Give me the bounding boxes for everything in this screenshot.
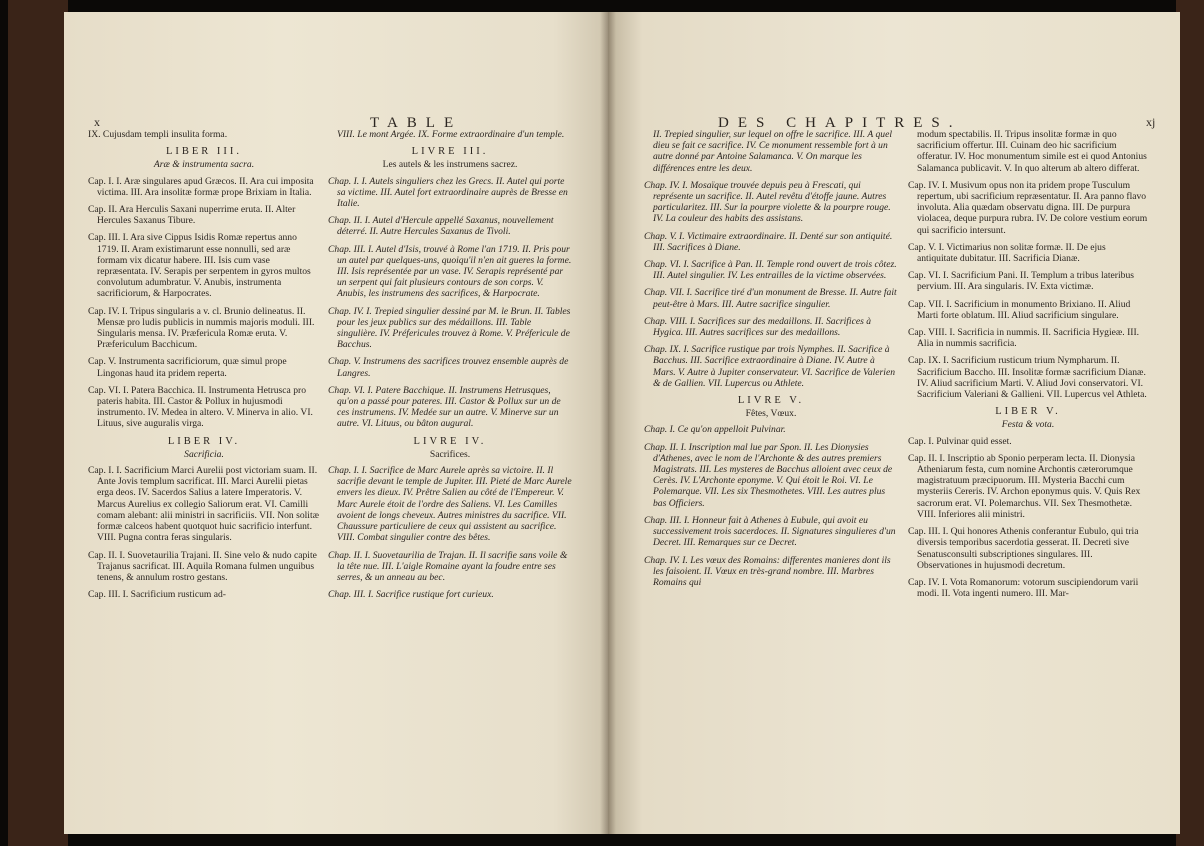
chapter-entry: Cap. I. I. Aræ singulares apud Græcos. II. Ara cui imposita victima. III. Ara insolitæ formæ prope Brixiam in Italia. (88, 175, 314, 198)
book-heading: LIBER IV. (167, 435, 241, 447)
chapter-entry: Chap. V. Instrumens des sacrifices trouvez ensemble auprès de Langres. (328, 356, 569, 379)
chapter-entry: Chap. III. I. Sacrifice rustique fort curieux. (328, 589, 494, 601)
chapter-entry: Chap. I. Ce qu'on appelloit Pulvinar. (644, 424, 786, 436)
chapter-entry: modum spectabilis. II. Tripus insolitæ formæ in quo sacrificium offertur. III. Cuinam deo hic sacrificium offeratur. IV. Hoc monumentum simile est ei quod Antonius Salamanca publicavit. V. In quo alterum ab altero differat. (917, 129, 1147, 174)
book-subheading: Aræ & instrumenta sacra. (153, 159, 255, 171)
chapter-entry: II. Trepied singulier, sur lequel on offre le sacrifice. III. A quel dieu se fait ce sacrifice. IV. Ce monument ressemble fort à un autre donné par Antoine Salamanca. V. On marque les différences entre les deux. (653, 129, 893, 174)
chapter-entry: Chap. III. I. Autel d'Isis, trouvé à Rome l'an 1719. II. Pris pour un autel par quelques-uns, quoiqu'il n'en ait gueres la forme. III. Isis représentée par un vase. IV. Serapis représenté par un serpent qui fait plusieurs contours de son corps. V. Anubis, les instrumens des sacrifices, & Harpocrate. (328, 243, 572, 300)
chapter-entry: Cap. II. Ara Herculis Saxani nuperrime eruta. II. Alter Hercules Saxanus Tibure. (88, 204, 296, 227)
chapter-entry: Chap. VII. I. Sacrifice tiré d'un monument de Bresse. II. Autre fait peut-être à Mars. III. Autre sacrifice singulier. (644, 287, 897, 310)
chapter-entry: Chap. III. I. Honneur fait à Athenes à Eubule, qui avoit eu successivement trois sacerdoces. II. Signatures singulieres d'un Decret. III. Remarques sur ce Decret. (644, 514, 896, 549)
chapter-entry: Cap. VIII. I. Sacrificia in nummis. II. Sacrificia Hygieæ. III. Alia in nummis sacrificia. (908, 327, 1140, 350)
chapter-entry: VIII. Le mont Argée. IX. Forme extraordinaire d'un temple. (337, 129, 565, 140)
chapter-entry: Cap. VII. I. Sacrificium in monumento Brixiano. II. Aliud Marti forte oblatum. III. Aliud sacrificium singulare. (908, 298, 1131, 321)
right-page (608, 12, 1180, 834)
chapter-entry: Cap. I. I. Sacrificium Marci Aurelii post victoriam suam. II. Ante Jovis templum sacrificat. III. Marci Aurelii pietas erga deos. IV. Sacerdos Salius a latere Imperatoris. V. Marcus Aurelius ex collegio Saliorum erat. VI. Camilli comam alebant: alii ministri in sacrificiis. VII. Non solitæ formæ calceos habent quotquot huic sacrificio interfunt. VIII. Pugna contra feras singularis. (88, 465, 320, 544)
chapter-entry: Cap. IV. I. Musivum opus non ita pridem prope Tusculum repertum, ubi sacrificium repræsentatur. II. Ara panno flavo involuta. Alia quædam observatu digna. III. De purpura violacea, deque purpura rubra. IV. De colore vestium eorum qui sacrificio intersunt. (908, 179, 1148, 236)
chapter-entry: Chap. II. I. Suovetaurilia de Trajan. II. Il sacrifie sans voile & la tête nue. III. L'aigle Romaine ayant la foudre entre ses serres, & un anneau au bec. (328, 549, 568, 583)
book-gutter (600, 12, 616, 834)
book-heading: LIVRE III. (411, 146, 489, 158)
book-subheading: Fêtes, Vœux. (745, 408, 797, 420)
left-french-column (328, 129, 572, 606)
chapter-entry: Chap. IX. I. Sacrifice rustique par trois Nymphes. II. Sacrifice à Bacchus. III. Sacrifice extraordinaire à Diane. IV. Autre à Mars. V. Autre à Jupiter conservateur. VI. Sacrifice de Valerien & de Gallien. VII. Lupercus ou Athlete. (644, 344, 896, 389)
chapter-entry: Chap. VI. I. Sacrifice à Pan. II. Temple rond ouvert de trois côtez. III. Autel singulier. IV. Les entrailles de la victime observées. (644, 259, 897, 282)
chapter-entry: Cap. IV. I. Vota Romanorum: votorum suscipiendorum varii modi. II. Vota ingenti numero. III. Mar- (908, 576, 1139, 600)
book-heading: LIBER V. (995, 406, 1061, 418)
chapter-entry: Chap. IV. I. Trepied singulier dessiné par M. le Brun. II. Tables pour les jeux publics sur des médaillons. III. Table singulière. IV. Préfericules trouvez à Rome. V. Préfericule de Bacchus. (328, 305, 571, 351)
chapter-entry: Chap. II. I. Inscription mal lue par Spon. II. Les Dionysies d'Athenes, avec le nom de l'Archonte & des autres premiers Magistrats. III. Les mysteres de Bacchus alloient avec ceux de Cerès. IV. L'Archonte eponyme. V. Qui étoit le Roi. VI. Le Polemarque. VII. Les six Thesmothetes. VIII. Les autres plus bas Officiers. (644, 441, 893, 509)
chapter-entry: Chap. V. I. Victimaire extraordinaire. II. Denté sur son antiquité. III. Sacrifices à Diane. (644, 230, 893, 253)
left-latin-column (88, 129, 320, 606)
chapter-entry: Cap. VI. I. Sacrificium Pani. II. Templum a tribus lateribus pervium. III. Ara singularis. IV. Exta victimæ. (908, 270, 1134, 293)
book-subheading: Festa & vota. (1001, 419, 1055, 431)
chapter-entry: Cap. VI. I. Patera Bacchica. II. Instrumenta Hetrusca pro pateris habita. III. Castor & Pollux in hujusmodi instrumento. IV. Medea in altero. V. Minerva in alio. VI. Lituus, sive auguralis virga. (88, 384, 313, 430)
chapter-entry: Cap. IX. I. Sacrificium rusticum trium Nympharum. II. Sacrificium Baccho. III. Insolitæ formæ sacrificium Dianæ. IV. Aliud sacrificium Marti. V. Aliud Jovi conservatori. VI. Sacrificium Valeriani & Gallieni. VII. Lupercus vel Athleta. (908, 355, 1147, 401)
book-heading: LIVRE IV. (413, 435, 487, 447)
chapter-entry: Cap. II. I. Suovetaurilia Trajani. II. Sine velo & nudo capite Trajanus sacrificat. III. Aquila Romana fulmen unguibus tenens, & annulum rostro gestans. (88, 549, 317, 583)
book-subheading: Les autels & les instrumens sacrez. (382, 159, 518, 171)
chapter-entry: Chap. VI. I. Patere Bacchique. II. Instrumens Hetrusques, qu'on a passé pour pateres. III. Castor & Pollux sur un de ces instrumens. IV. Medée sur un autre. V. Minerve sur un autre. VI. Lituus, ou bâton augural. (328, 384, 561, 430)
chapter-entry: Cap. III. I. Sacrificium rusticum ad- (88, 589, 226, 601)
left-page (64, 12, 608, 834)
book-cover-right (1176, 0, 1204, 846)
chapter-entry: Chap. IV. I. Mosaïque trouvée depuis peu à Frescati, qui représente un sacrifice. II. Autel revêtu d'étoffe jaune. Autres particularitez. III. Sur la pourpre violette & la pourpre rouge. IV. La couleur des habits des assistans. (644, 179, 891, 225)
chapter-entry: Cap. V. Instrumenta sacrificiorum, quæ simul prope Lingonas haud ita pridem reperta. (88, 356, 287, 379)
chapter-entry: Chap. VIII. I. Sacrifices sur des medaillons. II. Sacrifices à Hygica. III. Autres sacrifices sur des medaillons. (644, 315, 872, 339)
chapter-entry: Cap. IV. I. Tripus singularis a v. cl. Brunio delineatus. II. Mensæ pro ludis publicis in nummis majoris moduli. III. Singularis mensa. IV. Præfericula Romæ eruta. V. Præfericulum Bacchicum. (88, 305, 315, 351)
chapter-entry: Cap. III. I. Qui honores Athenis conferantur Eubulo, qui tria diversis temporibus sacerdotia gesserat. II. Decreti sive Senatusconsulti subscriptiones singulares. III. Observationes in hujusmodi decretum. (908, 526, 1139, 571)
book-subheading: Sacrifices. (429, 448, 471, 460)
right-folio: xj (1146, 115, 1156, 129)
book-subheading: Sacrificia. (184, 448, 224, 460)
book-cover-left (8, 0, 68, 846)
chapter-entry: IX. Cujusdam templi insulita forma. (88, 129, 228, 140)
chapter-entry: Cap. III. I. Ara sive Cippus Isidis Romæ repertus anno 1719. II. Aram existimarunt esse nonnulli, sed aræ formam vix dicatur habere. III. Isis cum vase repræsentata. IV. Serapis per serpentem in gyros multos convolutum adumbratur. V. Anubis, instrumenta sacrificiorum, & Harpocrates. (88, 232, 311, 300)
chapter-entry: Chap. II. I. Autel d'Hercule appellé Saxanus, nouvellement déterré. II. Autre Hercules Saxanus de Tivoli. (328, 215, 554, 238)
left-running-head: TABLE (370, 115, 463, 131)
right-running-head: DES CHAPITRES. (718, 115, 962, 131)
chapter-entry: Cap. II. I. Inscriptio ab Sponio perperam lecta. II. Dionysia Atheniarum festa, cum nomine Archontis cæterorumque magistratuum præcipuorum. III. Mysteria Bacchi cum mysteriis Cereris. IV. Archon eponymus quis. V. Quis Rex sacrorum erat. VI. Polemarchus. VII. Sex Thesmothetæ. VIII. Inferiores alii ministri. (908, 452, 1141, 520)
chapter-entry: Chap. I. I. Sacrifice de Marc Aurele après sa victoire. II. Il sacrifie devant le temple de Jupiter. III. Pieté de Marc Aurele envers les dieux. IV. Prêtre Salien au côté de l'Empereur. V. Marc Aurele étoit de l'ordre des Saliens. VI. Les Camilles avoient de longs cheveux. Autres ministres du sacrifice. VII. Chaussure particuliere de ceux qui assistent au sacrifice. VIII. Combat singulier contre des bêtes. (328, 465, 572, 544)
chapter-entry: Cap. V. I. Victimarius non solitæ formæ. II. De ejus antiquitate dubitatur. III. Sacrificia Dianæ. (908, 241, 1106, 265)
right-french-column (644, 129, 898, 594)
right-latin-column (908, 129, 1148, 605)
chapter-entry: Chap. I. I. Autels singuliers chez les Grecs. II. Autel qui porte sa victime. III. Autel fort extraordinaire auprès de Bresse en Italie. (328, 175, 568, 210)
chapter-entry: Cap. I. Pulvinar quid esset. (908, 435, 1012, 447)
book-heading: LIBER III. (165, 146, 243, 158)
chapter-entry: Chap. IV. I. Les vœux des Romains: differentes manieres dont ils les faisoient. II. Vœux en très-grand nombre. III. Marbres Romains qui (644, 554, 891, 588)
left-folio: x (94, 115, 100, 129)
book-heading: LIVRE V. (737, 395, 805, 407)
